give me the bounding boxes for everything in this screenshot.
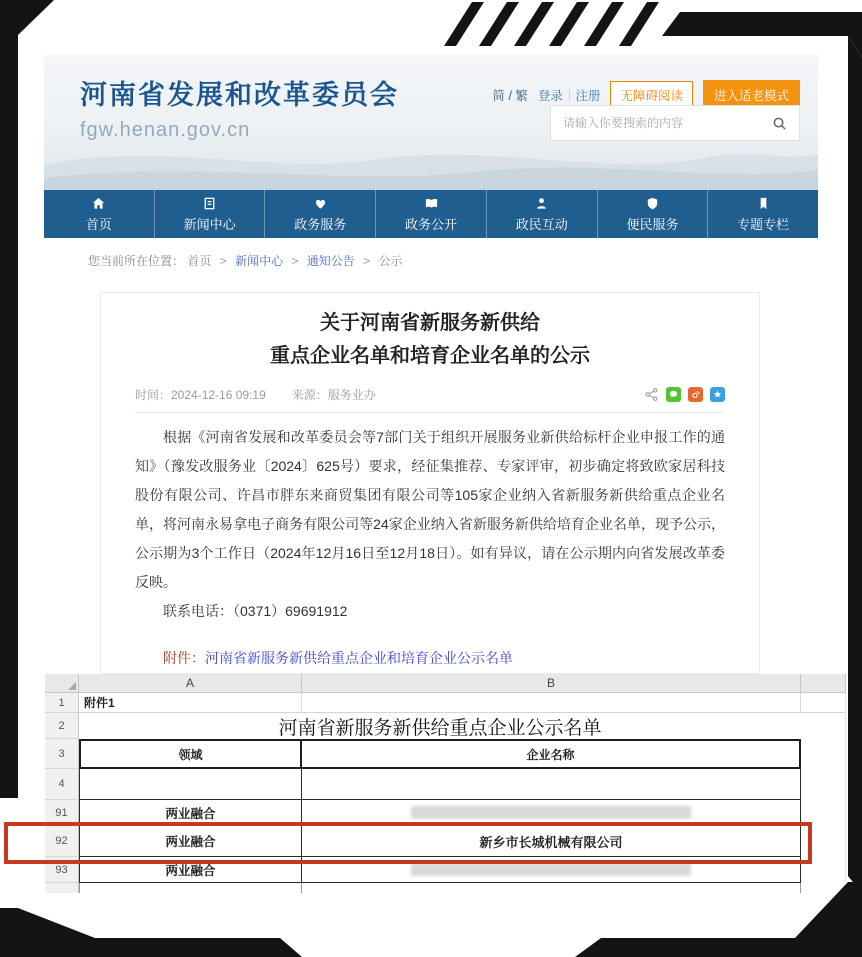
cell-field-header[interactable]: 领域 bbox=[79, 739, 302, 769]
column-header-b[interactable]: B bbox=[302, 674, 801, 693]
cell-stub bbox=[801, 693, 846, 713]
row-number[interactable]: 2 bbox=[45, 713, 79, 739]
column-header-stub bbox=[801, 674, 846, 693]
nav-label: 便民服务 bbox=[626, 216, 679, 232]
cell-empty[interactable] bbox=[302, 769, 801, 800]
article-paragraph: 根据《河南省发展和改革委员会等7部门关于组织开展服务业新供给标杆企业申报工作的通知》（豫发改服务业〔2024〕625号）要求，经征集推荐、专家评审，初步确定将致欧家居科技股份有限公司、许昌市胖东来商贸集团有限公司等105家企业纳入省新服务新供给重点企业名单，将河南永易拿电子商务有限公司等24家企业纳入省新服务新供给培育企业名单，现予公示，公示期为3个工作日（2024年12月16日至12月18日）。如有异议，请在公示期内向省发展改革委反映。 bbox=[135, 429, 725, 590]
breadcrumb-separator: > bbox=[291, 254, 299, 268]
cell-b1[interactable] bbox=[302, 693, 801, 713]
breadcrumb-separator: > bbox=[363, 254, 371, 268]
torn-edge-bottom-right bbox=[575, 882, 862, 957]
cell-company-93[interactable] bbox=[302, 857, 801, 883]
main-navigation bbox=[44, 190, 818, 238]
breadcrumb bbox=[88, 252, 403, 269]
row-number[interactable]: 93 bbox=[45, 857, 79, 883]
cell-stub bbox=[801, 800, 846, 826]
elder-mode-button[interactable]: 进入适老模式 bbox=[703, 80, 800, 110]
torn-edge-right bbox=[848, 36, 862, 893]
redacted-company-name bbox=[411, 863, 691, 876]
nav-item-convenience[interactable] bbox=[597, 190, 708, 238]
breadcrumb-news-center[interactable]: 新闻中心 bbox=[235, 254, 284, 268]
cell-stub bbox=[801, 826, 846, 857]
nav-label: 首页 bbox=[85, 216, 112, 232]
cell-stub bbox=[801, 713, 846, 739]
contact-phone-line: 联系电话：（0371）69691912 bbox=[163, 603, 348, 619]
torn-stripe bbox=[619, 2, 659, 46]
attachment-line bbox=[135, 648, 725, 668]
website-page bbox=[44, 55, 818, 238]
select-all-cell[interactable] bbox=[45, 674, 79, 693]
torn-stripe bbox=[479, 2, 519, 46]
weibo-share-icon[interactable] bbox=[688, 387, 703, 402]
cell-stub bbox=[801, 857, 846, 883]
wechat-share-icon[interactable] bbox=[666, 387, 681, 402]
sheet-row-highlighted bbox=[45, 826, 846, 857]
nav-item-news[interactable] bbox=[154, 190, 265, 238]
site-logo bbox=[80, 73, 399, 142]
torn-edge-top-right bbox=[662, 12, 862, 58]
article-panel bbox=[100, 292, 760, 674]
register-link[interactable]: 注册 bbox=[575, 89, 601, 103]
cell-company-header[interactable]: 企业名称 bbox=[302, 739, 801, 769]
nav-label: 政务服务 bbox=[294, 216, 347, 232]
shield-icon bbox=[645, 196, 660, 211]
auth-divider: ｜ bbox=[562, 89, 576, 103]
cell-empty[interactable] bbox=[79, 769, 302, 800]
sheet-row bbox=[45, 857, 846, 883]
sheet-table-header-row bbox=[45, 739, 846, 769]
sheet-partial-row bbox=[45, 883, 846, 893]
sheet-column-header-row bbox=[45, 674, 846, 693]
search-input[interactable] bbox=[563, 116, 772, 130]
breadcrumb-notices[interactable]: 通知公告 bbox=[306, 254, 355, 268]
language-switch[interactable]: 简 / 繁 bbox=[492, 89, 528, 103]
open-book-icon bbox=[424, 196, 439, 211]
nav-item-disclosure[interactable] bbox=[375, 190, 486, 238]
article-title-line1: 关于河南省新服务新供给 bbox=[320, 312, 540, 334]
cell-sheet-title[interactable]: 河南省新服务新供给重点企业公示名单 bbox=[79, 713, 801, 739]
sheet-row bbox=[45, 693, 846, 713]
torn-stripe bbox=[514, 2, 554, 46]
qzone-share-icon[interactable] bbox=[710, 387, 725, 402]
nav-label: 政务公开 bbox=[405, 216, 458, 232]
breadcrumb-home[interactable]: 首页 bbox=[187, 254, 212, 268]
publish-source: 来源：服务业办 bbox=[291, 388, 376, 402]
share-icon[interactable] bbox=[644, 387, 659, 402]
cell-stub bbox=[302, 883, 801, 893]
nav-label: 新闻中心 bbox=[183, 216, 236, 232]
site-domain: fgw.henan.gov.cn bbox=[80, 119, 251, 141]
cell-company-92[interactable]: 新乡市长城机械有限公司 bbox=[302, 826, 801, 857]
row-number[interactable]: 4 bbox=[45, 769, 79, 800]
row-number[interactable]: 3 bbox=[45, 739, 79, 769]
cell-field-93[interactable]: 两业融合 bbox=[79, 857, 302, 883]
attachment-link[interactable]: 河南省新服务新供给重点企业和培育企业公示名单 bbox=[205, 650, 513, 666]
breadcrumb-current: 公示 bbox=[378, 254, 403, 268]
row-number[interactable]: 1 bbox=[45, 693, 79, 713]
row-number[interactable]: 91 bbox=[45, 800, 79, 826]
nav-item-special[interactable] bbox=[707, 190, 818, 238]
sheet-row bbox=[45, 800, 846, 826]
torn-stripe bbox=[444, 2, 484, 46]
nav-item-services[interactable] bbox=[264, 190, 375, 238]
spreadsheet bbox=[45, 674, 846, 893]
sheet-row bbox=[45, 713, 846, 739]
accessibility-button[interactable]: 无障碍阅读 bbox=[610, 81, 693, 109]
cell-stub bbox=[801, 739, 846, 769]
torn-stripe bbox=[584, 2, 624, 46]
cell-company-91[interactable] bbox=[302, 800, 801, 826]
search-icon[interactable] bbox=[772, 116, 787, 131]
share-toolbar bbox=[644, 387, 725, 402]
cell-stub bbox=[79, 883, 302, 893]
breadcrumb-separator: > bbox=[219, 254, 227, 268]
torn-stripe bbox=[549, 2, 589, 46]
site-header bbox=[44, 55, 818, 190]
row-number[interactable]: 92 bbox=[45, 826, 79, 857]
cell-a1-attachment-label[interactable]: 附件1 bbox=[79, 693, 302, 713]
column-header-a[interactable]: A bbox=[79, 674, 302, 693]
attachment-label: 附件： bbox=[163, 650, 205, 666]
search-box bbox=[550, 105, 800, 141]
news-icon bbox=[202, 196, 217, 211]
site-name: 河南省发展和改革委员会 bbox=[80, 80, 399, 110]
cell-stub bbox=[801, 769, 846, 800]
login-link[interactable]: 登录 bbox=[537, 89, 563, 103]
meta-divider bbox=[135, 412, 725, 413]
nav-label: 政民互动 bbox=[515, 216, 568, 232]
nav-item-interaction[interactable] bbox=[486, 190, 597, 238]
bookmark-icon bbox=[756, 196, 771, 211]
nav-label: 专题专栏 bbox=[737, 216, 790, 232]
article-meta bbox=[135, 386, 725, 403]
nav-item-home[interactable] bbox=[44, 190, 154, 238]
cell-field-92[interactable]: 两业融合 bbox=[79, 826, 302, 857]
sheet-row bbox=[45, 769, 846, 800]
breadcrumb-prefix: 您当前所在位置： bbox=[88, 254, 185, 268]
torn-edge-bottom-left bbox=[0, 908, 302, 957]
person-icon bbox=[534, 196, 549, 211]
cell-stub bbox=[801, 883, 846, 893]
article-title-line2: 重点企业名单和培育企业名单的公示 bbox=[270, 345, 590, 367]
publish-time: 时间：2024-12-16 09:19 bbox=[135, 388, 266, 402]
home-icon bbox=[91, 196, 106, 211]
article-body bbox=[135, 423, 725, 626]
service-heart-icon bbox=[313, 196, 328, 211]
redacted-company-name bbox=[411, 806, 691, 819]
cell-stub bbox=[45, 883, 79, 893]
cell-field-91[interactable]: 两业融合 bbox=[79, 800, 302, 826]
